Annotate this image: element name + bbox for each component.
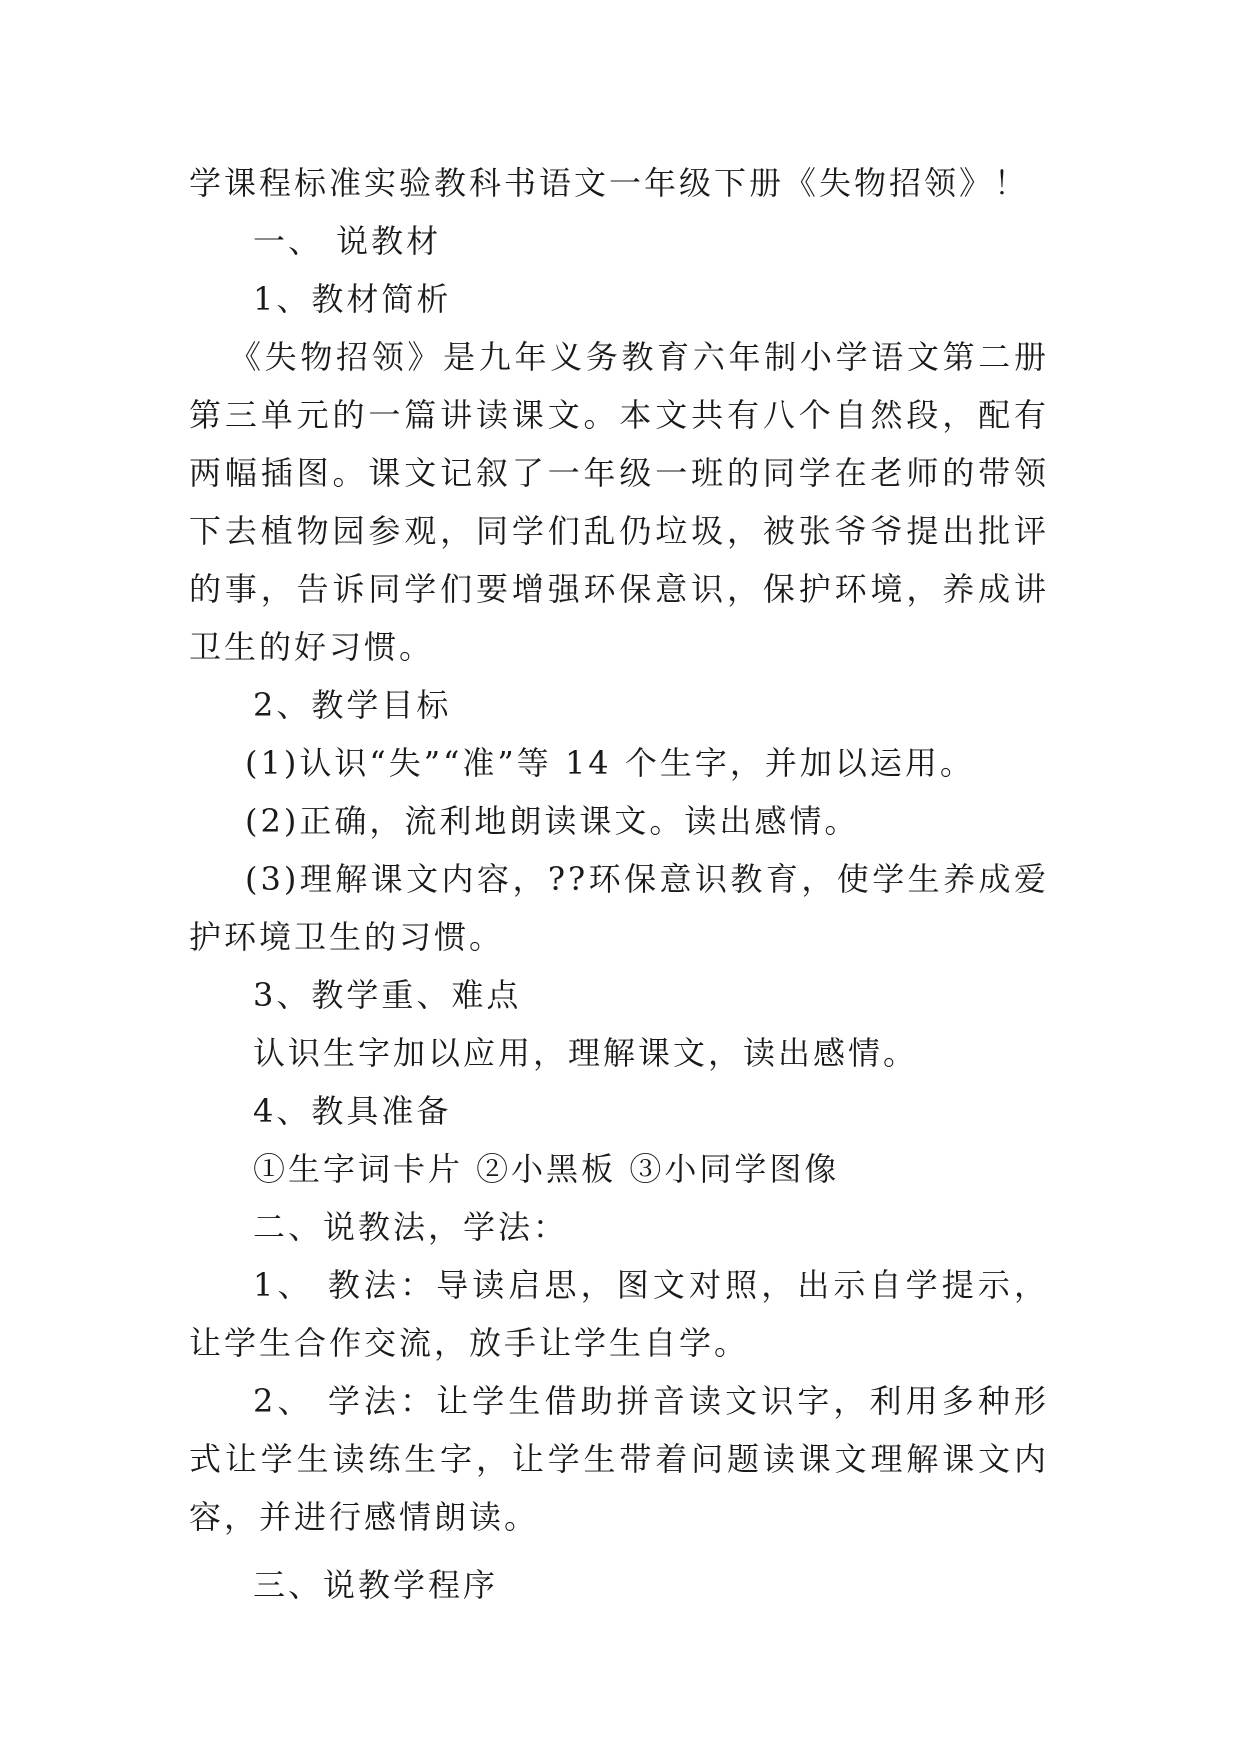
intro-line: 学课程标准实验教科书语文一年级下册《失物招领》！ xyxy=(189,164,1030,202)
section-2-heading: 二、说教法，学法： xyxy=(253,1208,569,1246)
subsection-2-heading: 2、教学目标 xyxy=(253,686,452,724)
teaching-aids-paragraph: ①生字词卡片 ②小黑板 ③小同学图像 xyxy=(253,1150,840,1188)
subsection-4-heading: 4、教具准备 xyxy=(253,1092,452,1130)
key-points-paragraph: 认识生字加以应用，理解课文，读出感情。 xyxy=(253,1034,919,1072)
teaching-goal-3: (3)理解课文内容，??环保意识教育，使学生养成爱护环境卫生的习惯。 xyxy=(189,860,1049,956)
textbook-analysis-paragraph: 《失物招领》是九年义务教育六年制小学语文第二册第三单元的一篇讲读课文。本文共有八个自然段，配有两幅插图。课文记叙了一年级一班的同学在老师的带领下去植物园参观，同学们乱仍垃圾，被张爷爷提出批评的事，告诉同学们要增强环保意识，保护环境，养成讲卫生的好习惯。 xyxy=(189,338,1049,666)
subsection-1-heading: 1、教材简析 xyxy=(253,280,452,318)
learning-method-paragraph: 2、 学法：让学生借助拼音读文识字，利用多种形式让学生读练生字，让学生带着问题读课文理解课文内容，并进行感情朗读。 xyxy=(189,1382,1049,1536)
subsection-3-heading: 3、教学重、难点 xyxy=(253,976,522,1014)
teaching-method-paragraph: 1、 教法：导读启思，图文对照，出示自学提示，让学生合作交流，放手让学生自学。 xyxy=(189,1266,1049,1362)
document-body xyxy=(189,154,1049,1614)
section-3-heading: 三、说教学程序 xyxy=(253,1566,499,1604)
section-1-heading: 一、 说教材 xyxy=(253,222,442,260)
teaching-goal-2: (2)正确，流利地朗读课文。读出感情。 xyxy=(245,802,860,840)
teaching-goal-1: (1)认识“失”“准”等 14 个生字，并加以运用。 xyxy=(245,744,975,782)
